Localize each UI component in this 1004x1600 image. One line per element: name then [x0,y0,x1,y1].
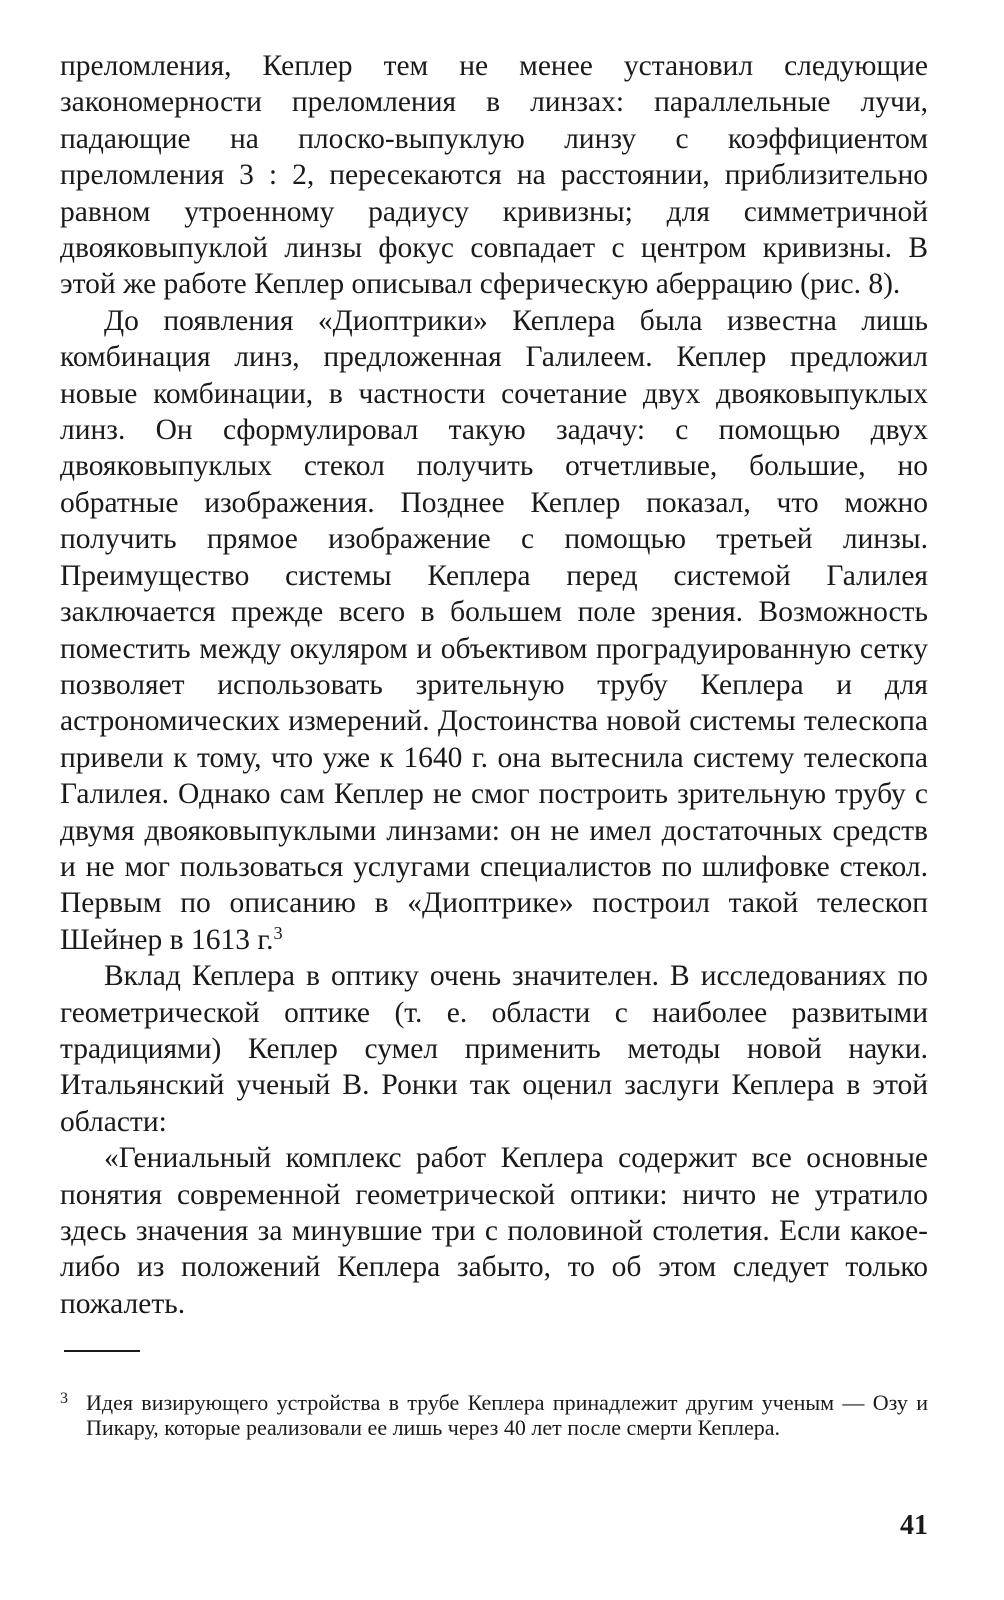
page-number: 41 [900,1510,928,1541]
footnote-marker: 3 [60,1390,68,1407]
footnote-reference[interactable]: 3 [273,922,283,943]
paragraph-1: преломления, Кеплер тем не менее установил следующие закономерности преломления в линзах: параллельные лучи, падающие на плоско-выпуклую линзу с коэффициентом преломления 3 : 2, пересекаются на расстоянии, приблизительно равном утроенному радиусу кривизны; для симметричной двояковыпуклой линзы фокус совпадает с центром кривизны. В этой же работе Кеплер описывал сферическую аберрацию (рис. 8). [60,50,928,301]
footnote [60,1390,928,1440]
footnote-text: Идея визирующего устройства в трубе Кеплера принадлежит другим ученым — Озу и Пикару, которые реализовали ее лишь через 40 лет после смерти Кеплера. [86,1390,928,1440]
paragraph-2 [60,303,928,958]
main-text [60,48,928,1322]
paragraph-4-quote: «Гениальный комплекс работ Кеплера содержит все основные понятия современной геометрической оптики: ничто не утратило здесь значения за минувшие три с половиной столетия. Если какое-либо из положений Кеплера забыто, то об этом следует только пожалеть. [60,1142,928,1320]
footnote-divider [64,1350,140,1352]
page-body [60,48,928,1322]
paragraph-3: Вклад Кеплера в оптику очень значителен. В исследованиях по геометрической оптике (т. е. области с наиболее развитыми традициями) Кеплер сумел применить методы новой науки. Итальянский ученый В. Ронки так оценил заслуги Кеплера в этой области: [60,960,928,1138]
paragraph-2-text: До появления «Диоптрики» Кеплера была известна лишь комбинация линз, предложенная Галилеем. Кеплер предложил новые комбинации, в частности сочетание двух двояковыпуклых линз. Он сформулировал такую задачу: с помощью двух двояковыпуклых стекол получить отчетливые, большие, но обратные изображения. Позднее Кеплер показал, что можно получить прямое изображение с помощью третьей линзы. Преимущество системы Кеплера перед системой Галилея заключается прежде всего в большем поле зрения. Возможность поместить между окуляром и объективом проградуированную сетку позволяет использовать зрительную трубу Кеплера и для астрономических измерений. Достоинства новой системы телескопа привели к тому, что уже к 1640 г. она вытеснила систему телескопа Галилея. Однако сам Кеплер не смог построить зрительную трубу с двумя двояковыпуклыми линзами: он не имел достаточных средств и не мог пользоваться услугами специалистов по шлифовке стекол. Первым по описанию в «Диоптрике» построил такой телескоп Шейнер в 1613 г. [60,304,928,956]
